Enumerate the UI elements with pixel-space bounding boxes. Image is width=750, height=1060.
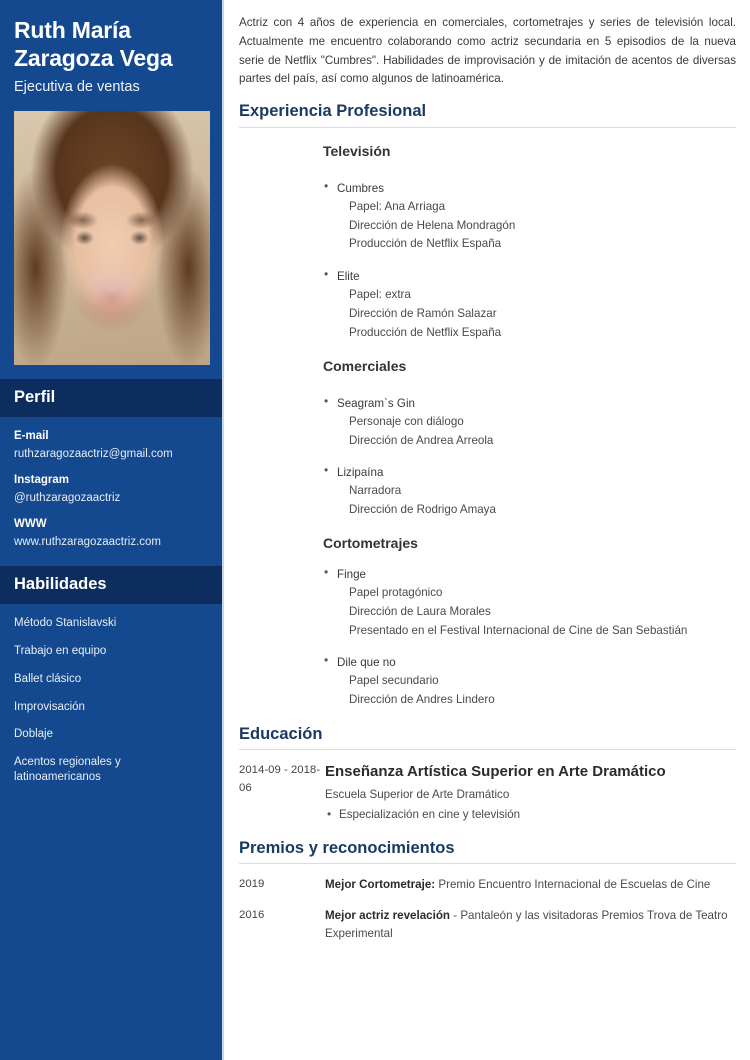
experience-subsection-cortometrajes [323, 534, 736, 710]
contact-value[interactable]: ruthzaragozaactriz@gmail.com [14, 448, 173, 461]
entry-name: • Lizipaína [337, 466, 384, 480]
profile-heading: Perfil [14, 388, 56, 407]
list-item: Improvisación [14, 700, 85, 713]
entry-name: • Seagram`s Gin [337, 396, 415, 410]
entry-bullet-list [323, 654, 736, 710]
list-item: Método Stanislavski [14, 616, 117, 629]
contact-value[interactable]: @ruthzaragozaactriz [14, 492, 121, 505]
list-item [323, 464, 736, 520]
education-body [325, 762, 736, 823]
entry-detail: Dirección de Andres Lindero [349, 693, 495, 707]
entry-name: • Dile que no [337, 656, 396, 670]
entry-detail: Producción de Netflix España [349, 237, 502, 251]
list-item [323, 268, 736, 342]
bottom-spacer [239, 943, 736, 959]
contact-value[interactable]: www.ruthzaragozaactriz.com [14, 535, 161, 548]
entry-detail: Producción de Netflix España [349, 325, 502, 339]
experience-subsection-comerciales [323, 357, 736, 520]
award-description: Premio Encuentro Internacional de Escuelas de Cine [435, 878, 711, 892]
list-item [323, 566, 736, 640]
list-item [323, 180, 736, 254]
skills-section-header [0, 566, 222, 604]
contact-list [0, 417, 222, 550]
entry-detail: Dirección de Rodrigo Amaya [349, 503, 496, 517]
list-item [323, 395, 736, 451]
entry-detail: Dirección de Helena Mondragón [349, 218, 516, 232]
entry-detail: Presentado en el Festival Internacional de Cine de San Sebastián [349, 623, 688, 637]
education-heading: Educación [239, 724, 736, 751]
contact-label: WWW [14, 518, 47, 531]
experience-entry [323, 566, 736, 640]
award-title: Mejor Cortometraje: [325, 878, 436, 892]
award-year: 2019 [239, 878, 265, 891]
experience-entry [323, 268, 736, 342]
entry-detail: Dirección de Laura Morales [349, 604, 491, 618]
contact-label: E-mail [14, 430, 49, 443]
entry-bullet-list [323, 180, 736, 254]
entry-detail: Papel: Ana Arriaga [349, 199, 446, 213]
entry-name: • Cumbres [337, 181, 385, 195]
experience-entry [323, 395, 736, 451]
contact-website [14, 517, 208, 550]
portrait-image [14, 111, 210, 365]
list-item: Acentos regionales y latinoamericanos [14, 756, 121, 784]
skills-heading: Habilidades [14, 574, 107, 593]
experience-subsection-television [323, 142, 736, 343]
entry-bullet-list [323, 464, 736, 520]
list-item: Doblaje [14, 728, 53, 741]
entry-bullet-list [323, 268, 736, 342]
entry-bullet-list [323, 395, 736, 451]
main-content [224, 0, 750, 1060]
list-item: • Especialización en cine y televisión [325, 806, 736, 823]
entry-detail: Personaje con diálogo [349, 414, 464, 428]
award-body [325, 907, 736, 944]
entry-detail: Narradora [349, 484, 402, 498]
sidebar [0, 0, 224, 1060]
entry-detail: Dirección de Andrea Arreola [349, 433, 494, 447]
candidate-name: Ruth María Zaragoza Vega [14, 17, 173, 72]
experience-entry [323, 654, 736, 710]
education-date: 2014-09 - 2018-06 [239, 764, 321, 794]
subsection-title: Televisión [323, 142, 391, 159]
experience-entry [323, 464, 736, 520]
entry-name: • Elite [337, 270, 360, 284]
list-item: Trabajo en equipo [14, 644, 107, 657]
contact-label: Instagram [14, 474, 69, 487]
award-title: Mejor actriz revelación [325, 908, 451, 922]
education-row [239, 762, 736, 823]
entry-bullet-list [323, 566, 736, 640]
list-item [323, 654, 736, 710]
entry-detail: Papel secundario [349, 674, 439, 688]
entry-name: • Finge [337, 568, 367, 581]
contact-instagram [14, 473, 208, 506]
award-text [325, 876, 736, 894]
profile-summary: Actriz con 4 años de experiencia en comerciales, cortometrajes y series de televisión local. Actualmente me encuentro colaborando como actriz secundaria en 5 episodios de la nueva serie de Netflix "Cumbres". Habilidades de improvisación y de imitación de acentos de diversas partes del país, así como algunos de latinoamérica. [239, 16, 736, 86]
award-body [325, 876, 736, 894]
name-block [0, 0, 222, 96]
list-item: Ballet clásico [14, 672, 82, 685]
skills-block [0, 604, 222, 786]
skills-list [14, 616, 208, 786]
award-row [239, 876, 736, 894]
award-row [239, 907, 736, 944]
profile-section-header [0, 379, 222, 417]
subsection-title: Comerciales [323, 357, 407, 374]
experience-entry [323, 180, 736, 254]
entry-detail: Papel: extra [349, 288, 411, 302]
award-year: 2016 [239, 908, 265, 921]
experience-heading: Experiencia Profesional [239, 101, 736, 128]
candidate-role: Ejecutiva de ventas [14, 79, 140, 96]
awards-heading: Premios y reconocimientos [239, 838, 736, 865]
education-bullet-list [325, 806, 736, 823]
award-text [325, 907, 736, 944]
education-school: Escuela Superior de Arte Dramático [325, 787, 510, 801]
profile-photo [14, 111, 210, 365]
entry-detail: Papel protagónico [349, 585, 443, 599]
subsection-title: Cortometrajes [323, 534, 418, 551]
contact-email [14, 429, 208, 462]
entry-detail: Dirección de Ramón Salazar [349, 307, 497, 320]
education-title: Enseñanza Artística Superior en Arte Dramático [325, 763, 666, 781]
award-description: - Pantaleón y las visitadoras Premios Trova de Teatro Experimental [325, 908, 728, 940]
